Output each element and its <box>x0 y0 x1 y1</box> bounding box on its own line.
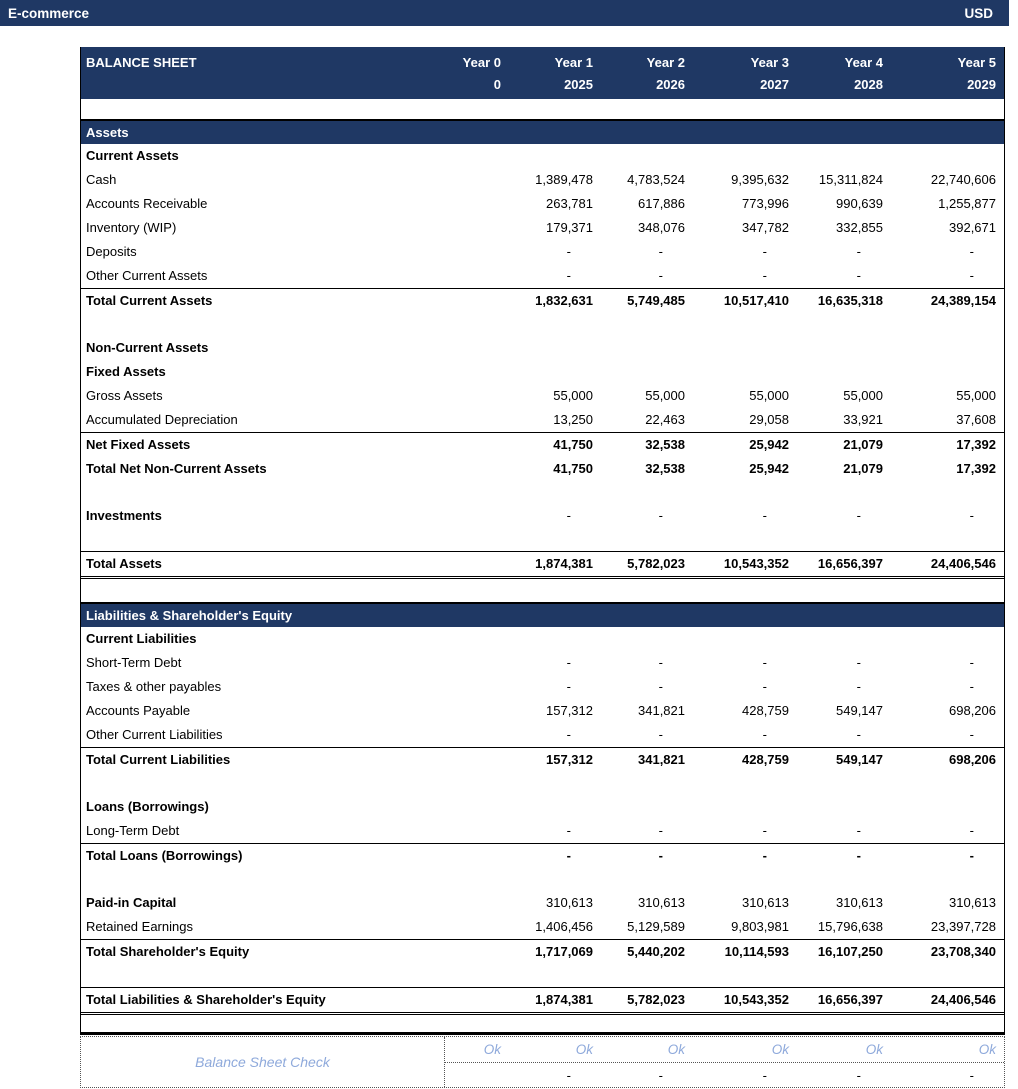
value-cell[interactable]: - <box>658 679 663 694</box>
table-row <box>81 408 1004 432</box>
value-cell[interactable]: - <box>856 823 861 838</box>
value-cell[interactable] <box>445 216 509 240</box>
row-label[interactable]: Total Net Non-Current Assets <box>86 461 267 476</box>
column-header-year-4[interactable]: Year 4 2028 <box>844 55 883 92</box>
row-label[interactable]: Gross Assets <box>86 388 163 403</box>
value-cell[interactable]: - <box>566 679 571 694</box>
value-cell[interactable]: 1,717,069 <box>535 944 593 959</box>
value-cell[interactable]: - <box>856 268 861 283</box>
value-cell[interactable]: - <box>969 508 974 523</box>
value-cell[interactable] <box>445 844 509 868</box>
table-row <box>81 216 1004 240</box>
row-label[interactable]: Liabilities & Shareholder's Equity <box>86 608 293 623</box>
value-cell[interactable] <box>445 651 509 675</box>
table-row <box>81 504 1004 528</box>
value-cell[interactable]: 392,671 <box>949 220 996 235</box>
value-cell[interactable]: 23,397,728 <box>930 919 996 934</box>
value-cell[interactable]: - <box>856 244 861 259</box>
value-cell[interactable]: 16,635,318 <box>817 293 883 308</box>
value-cell[interactable]: - <box>856 679 861 694</box>
value-cell[interactable]: 10,114,593 <box>724 944 789 959</box>
sheet-title[interactable]: E-commerce <box>8 5 90 21</box>
value-cell[interactable]: 15,796,638 <box>817 919 883 934</box>
value-cell[interactable]: 25,942 <box>749 461 789 476</box>
table-row <box>81 336 1004 360</box>
check-diff-cell[interactable]: - <box>658 1068 663 1083</box>
value-cell[interactable]: 10,517,410 <box>723 293 789 308</box>
value-cell[interactable]: 5,129,589 <box>627 919 685 934</box>
value-cell[interactable]: 773,996 <box>742 196 789 211</box>
value-cell[interactable]: - <box>969 244 974 259</box>
value-cell[interactable]: 698,206 <box>949 703 996 718</box>
check-diff-cell[interactable]: - <box>762 1068 767 1083</box>
value-cell[interactable]: 428,759 <box>742 752 789 767</box>
value-cell[interactable]: 33,921 <box>843 412 883 427</box>
value-cell[interactable] <box>445 504 509 528</box>
value-cell[interactable]: 41,750 <box>553 461 593 476</box>
value-cell[interactable]: 9,803,981 <box>731 919 789 934</box>
table-row <box>81 288 1004 313</box>
value-cell[interactable]: 10,543,352 <box>723 992 789 1007</box>
row-label[interactable]: Taxes & other payables <box>86 679 222 694</box>
check-diff-row <box>445 1063 1004 1089</box>
value-cell[interactable]: 55,000 <box>645 388 685 403</box>
row-label[interactable]: Long-Term Debt <box>86 823 180 838</box>
value-cell[interactable]: 32,538 <box>645 461 685 476</box>
value-cell[interactable] <box>445 940 509 964</box>
app-titlebar <box>0 0 1009 26</box>
table-row <box>81 627 1004 651</box>
value-cell[interactable]: 21,079 <box>843 437 883 452</box>
value-cell[interactable]: 5,782,023 <box>627 556 685 571</box>
value-cell[interactable]: - <box>658 823 663 838</box>
value-cell[interactable] <box>445 748 509 772</box>
value-cell[interactable]: 24,389,154 <box>930 293 996 308</box>
row-label[interactable]: Total Current Liabilities <box>86 752 231 767</box>
section-header-row <box>81 602 1004 627</box>
value-cell[interactable]: 37,608 <box>956 412 996 427</box>
table-row <box>81 264 1004 288</box>
value-cell[interactable]: 55,000 <box>843 388 883 403</box>
table-row <box>81 651 1004 675</box>
value-cell[interactable] <box>445 723 509 747</box>
value-cell[interactable]: - <box>658 268 663 283</box>
value-cell[interactable]: - <box>969 679 974 694</box>
value-cell[interactable]: - <box>566 823 571 838</box>
value-cell[interactable]: - <box>969 655 974 670</box>
value-cell[interactable] <box>445 408 509 432</box>
table-row <box>81 168 1004 192</box>
value-cell[interactable]: 16,656,397 <box>817 556 883 571</box>
check-ok-row <box>445 1037 1004 1063</box>
value-cell[interactable]: - <box>762 268 767 283</box>
value-cell[interactable]: - <box>566 244 571 259</box>
check-diff-cell[interactable] <box>445 1063 509 1089</box>
row-label[interactable]: Accumulated Depreciation <box>86 412 238 427</box>
table-row <box>81 481 1004 504</box>
value-cell[interactable]: - <box>969 268 974 283</box>
value-cell[interactable]: - <box>856 655 861 670</box>
value-cell[interactable]: 21,079 <box>843 461 883 476</box>
row-label[interactable]: Total Loans (Borrowings) <box>86 848 243 863</box>
table-row <box>81 868 1004 891</box>
value-cell[interactable] <box>445 457 509 481</box>
table-row <box>81 551 1004 579</box>
table-row <box>81 699 1004 723</box>
value-cell[interactable] <box>445 552 509 576</box>
table-row <box>81 747 1004 772</box>
value-cell[interactable] <box>445 988 509 1012</box>
value-cell[interactable]: - <box>566 655 571 670</box>
check-ok-cell[interactable]: Ok <box>575 1042 593 1057</box>
value-cell[interactable]: 24,406,546 <box>930 992 996 1007</box>
value-cell[interactable]: - <box>658 848 663 863</box>
value-cell[interactable] <box>445 915 509 939</box>
row-label[interactable]: Accounts Payable <box>86 703 191 718</box>
balance-sheet-table <box>80 47 1005 1035</box>
row-label[interactable]: Non-Current Assets <box>86 340 209 355</box>
value-cell[interactable]: 698,206 <box>949 752 996 767</box>
value-cell[interactable]: 263,781 <box>546 196 593 211</box>
value-cell[interactable] <box>445 264 509 288</box>
value-cell[interactable]: 24,406,546 <box>930 556 996 571</box>
value-cell[interactable]: 341,821 <box>638 752 685 767</box>
value-cell[interactable]: 347,782 <box>742 220 789 235</box>
value-cell[interactable] <box>445 168 509 192</box>
table-row <box>81 579 1004 602</box>
table-row <box>81 528 1004 551</box>
check-ok-cell[interactable]: Ok <box>483 1042 501 1057</box>
value-cell[interactable]: - <box>856 848 861 863</box>
value-cell[interactable]: 5,782,023 <box>627 992 685 1007</box>
value-cell[interactable]: 310,613 <box>949 895 996 910</box>
table-row <box>81 795 1004 819</box>
row-label[interactable]: Cash <box>86 172 117 187</box>
value-cell[interactable]: 341,821 <box>638 703 685 718</box>
row-label[interactable]: Net Fixed Assets <box>86 437 191 452</box>
value-cell[interactable]: - <box>566 268 571 283</box>
row-label[interactable]: Other Current Assets <box>86 268 208 283</box>
value-cell[interactable]: 23,708,340 <box>930 944 996 959</box>
row-label[interactable]: Total Liabilities & Shareholder's Equity <box>86 992 326 1007</box>
table-row <box>81 723 1004 747</box>
value-cell[interactable]: - <box>969 848 974 863</box>
value-cell[interactable]: 55,000 <box>956 388 996 403</box>
table-body <box>81 99 1004 1035</box>
value-cell[interactable]: 25,942 <box>749 437 789 452</box>
table-row <box>81 843 1004 868</box>
value-cell[interactable]: 310,613 <box>742 895 789 910</box>
table-row <box>81 772 1004 795</box>
table-row <box>81 240 1004 264</box>
value-cell[interactable]: - <box>856 508 861 523</box>
value-cell[interactable]: 29,058 <box>749 412 789 427</box>
row-label[interactable]: Assets <box>86 125 129 140</box>
table-row <box>81 939 1004 964</box>
table-header-row <box>81 47 1004 99</box>
value-cell[interactable]: 1,255,877 <box>938 196 996 211</box>
value-cell[interactable]: - <box>762 823 767 838</box>
value-cell[interactable] <box>445 675 509 699</box>
value-cell[interactable]: 1,832,631 <box>535 293 593 308</box>
value-cell[interactable]: 1,406,456 <box>535 919 593 934</box>
value-cell[interactable]: 16,656,397 <box>817 992 883 1007</box>
value-cell[interactable]: 310,613 <box>638 895 685 910</box>
value-cell[interactable]: - <box>566 727 571 742</box>
value-cell[interactable]: - <box>762 679 767 694</box>
value-cell[interactable]: 617,886 <box>638 196 685 211</box>
row-label[interactable]: Total Current Assets <box>86 293 213 308</box>
value-cell[interactable] <box>445 433 509 457</box>
check-diff-cell[interactable]: - <box>566 1068 571 1083</box>
value-cell[interactable]: 17,392 <box>956 437 996 452</box>
check-diff-cell[interactable]: - <box>969 1068 974 1083</box>
row-label[interactable]: Current Liabilities <box>86 631 197 646</box>
value-cell[interactable]: - <box>969 823 974 838</box>
table-row <box>81 891 1004 915</box>
value-cell[interactable] <box>445 240 509 264</box>
value-cell[interactable]: 179,371 <box>546 220 593 235</box>
check-ok-cell[interactable]: Ok <box>667 1042 685 1057</box>
table-row <box>81 99 1004 119</box>
value-cell[interactable]: 1,389,478 <box>535 172 593 187</box>
value-cell[interactable]: 9,395,632 <box>731 172 789 187</box>
value-cell[interactable]: 157,312 <box>546 752 593 767</box>
value-cell[interactable]: - <box>658 655 663 670</box>
table-row <box>81 313 1004 336</box>
value-cell[interactable]: 55,000 <box>749 388 789 403</box>
row-label[interactable]: Retained Earnings <box>86 919 193 934</box>
value-cell[interactable]: 310,613 <box>546 895 593 910</box>
row-label[interactable]: Paid-in Capital <box>86 895 177 910</box>
row-label[interactable]: Accounts Receivable <box>86 196 208 211</box>
row-label[interactable]: Total Assets <box>86 556 162 571</box>
check-diff-cell[interactable]: - <box>856 1068 861 1083</box>
row-label[interactable]: Other Current Liabilities <box>86 727 223 742</box>
value-cell[interactable]: 348,076 <box>638 220 685 235</box>
value-cell[interactable]: 1,874,381 <box>535 992 593 1007</box>
row-label[interactable]: Total Shareholder's Equity <box>86 944 250 959</box>
check-values <box>445 1037 1004 1087</box>
section-header-row <box>81 119 1004 144</box>
value-cell[interactable]: 549,147 <box>836 752 883 767</box>
value-cell[interactable]: 41,750 <box>553 437 593 452</box>
value-cell[interactable]: 22,463 <box>645 412 685 427</box>
column-header-year-3[interactable]: Year 3 2027 <box>750 55 789 92</box>
table-row <box>81 819 1004 843</box>
value-cell[interactable]: 55,000 <box>553 388 593 403</box>
table-row <box>81 192 1004 216</box>
value-cell[interactable]: - <box>566 508 571 523</box>
value-cell[interactable]: 428,759 <box>742 703 789 718</box>
row-label[interactable]: Inventory (WIP) <box>86 220 177 235</box>
value-cell[interactable]: 1,874,381 <box>535 556 593 571</box>
value-cell[interactable]: 549,147 <box>836 703 883 718</box>
row-label[interactable]: Deposits <box>86 244 137 259</box>
value-cell[interactable]: - <box>762 727 767 742</box>
column-header-year-0[interactable]: Year 0 0 <box>462 55 501 92</box>
table-row <box>81 987 1004 1015</box>
value-cell[interactable]: - <box>658 244 663 259</box>
value-cell[interactable]: 990,639 <box>836 196 883 211</box>
value-cell[interactable]: - <box>658 727 663 742</box>
table-row <box>81 384 1004 408</box>
value-cell[interactable] <box>445 192 509 216</box>
table-row <box>81 675 1004 699</box>
value-cell[interactable]: 10,543,352 <box>723 556 789 571</box>
check-ok-cell[interactable]: Ok <box>978 1042 996 1057</box>
value-cell[interactable]: 32,538 <box>645 437 685 452</box>
value-cell[interactable]: 22,740,606 <box>930 172 996 187</box>
table-row <box>81 457 1004 481</box>
table-title[interactable]: BALANCE SHEET <box>86 55 197 70</box>
row-label[interactable]: Fixed Assets <box>86 364 166 379</box>
value-cell[interactable]: 4,783,524 <box>627 172 685 187</box>
value-cell[interactable]: - <box>856 727 861 742</box>
value-cell[interactable]: 310,613 <box>836 895 883 910</box>
row-label[interactable]: Current Assets <box>86 148 179 163</box>
value-cell[interactable]: 17,392 <box>956 461 996 476</box>
value-cell[interactable]: 13,250 <box>553 412 593 427</box>
value-cell[interactable]: - <box>762 508 767 523</box>
value-cell[interactable]: - <box>969 727 974 742</box>
value-cell[interactable]: 332,855 <box>836 220 883 235</box>
table-row <box>81 1015 1004 1035</box>
value-cell[interactable]: - <box>762 244 767 259</box>
row-label[interactable]: Loans (Borrowings) <box>86 799 209 814</box>
value-cell[interactable] <box>445 891 509 915</box>
value-cell[interactable]: 15,311,824 <box>818 172 883 187</box>
value-cell[interactable]: - <box>762 655 767 670</box>
value-cell[interactable]: - <box>566 848 571 863</box>
table-row <box>81 964 1004 987</box>
value-cell[interactable] <box>445 819 509 843</box>
table-row <box>81 915 1004 939</box>
value-cell[interactable] <box>445 289 509 313</box>
column-header-year-2[interactable]: Year 2 2026 <box>646 55 685 92</box>
balance-sheet-check-label[interactable]: Balance Sheet Check <box>81 1037 445 1087</box>
year-columns <box>445 52 1004 99</box>
check-ok-cell[interactable]: Ok <box>771 1042 789 1057</box>
value-cell[interactable]: 16,107,250 <box>817 944 883 959</box>
column-header-year-5[interactable]: Year 5 2029 <box>957 55 996 92</box>
column-header-year-1[interactable]: Year 1 2025 <box>554 55 593 92</box>
table-row <box>81 144 1004 168</box>
row-label[interactable]: Short-Term Debt <box>86 655 182 670</box>
value-cell[interactable] <box>445 384 509 408</box>
balance-sheet-check <box>80 1036 1005 1088</box>
value-cell[interactable]: 157,312 <box>546 703 593 718</box>
value-cell[interactable]: - <box>658 508 663 523</box>
value-cell[interactable]: 5,440,202 <box>627 944 685 959</box>
value-cell[interactable]: - <box>762 848 767 863</box>
table-row <box>81 432 1004 457</box>
check-ok-cell[interactable]: Ok <box>865 1042 883 1057</box>
table-row <box>81 360 1004 384</box>
row-label[interactable]: Investments <box>86 508 162 523</box>
currency-label[interactable]: USD <box>964 5 993 21</box>
value-cell[interactable] <box>445 699 509 723</box>
value-cell[interactable]: 5,749,485 <box>627 293 685 308</box>
